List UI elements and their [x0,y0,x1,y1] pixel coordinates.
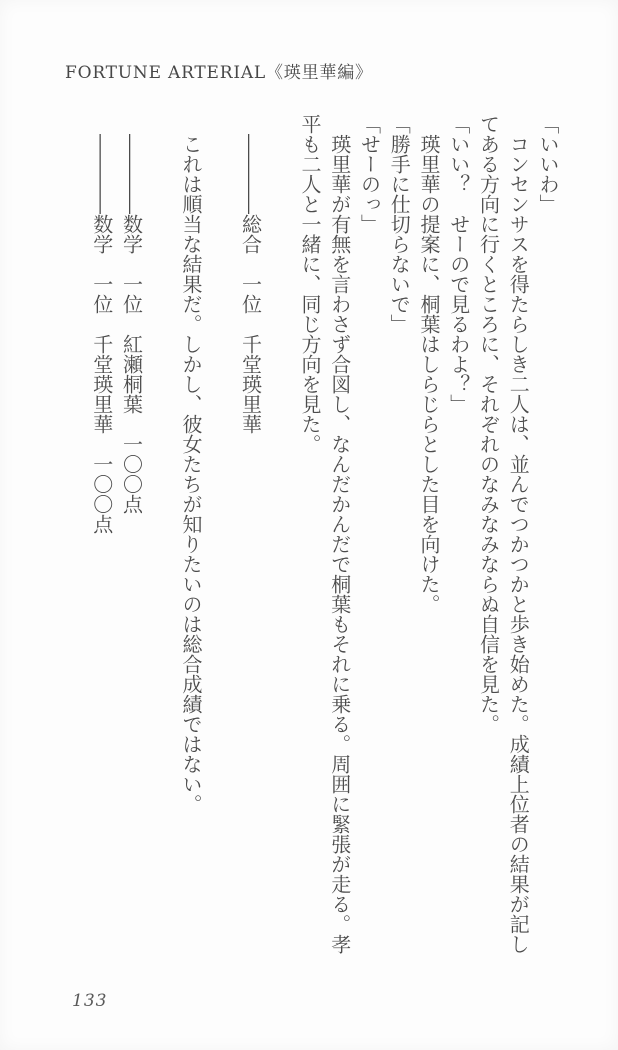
vertical-text-block [86,114,562,960]
running-head: FORTUNE ARTERIAL《瑛里華編》 [65,63,373,83]
text-line: 「いい？ せーので見るわよ？」 [446,114,471,414]
text-line: 「せーのっ」 [357,114,382,234]
blank-line [146,114,176,960]
blank-line [205,114,235,960]
result-line-math-kiriha: ――――数学 一位 紅瀬桐葉 一〇〇点 [119,114,144,514]
page-number: 133 [72,991,108,1011]
text-line: てある方向に行くところに、それぞれのなみなみならぬ自信を見た。 [476,114,501,734]
text-line: 「いいわ」 [536,114,560,214]
result-line-math-erika: ――――数学 一位 千堂瑛里華 一〇〇点 [89,114,114,534]
text-line: コンセンサスを得たらしき二人は、並んでつかつかと歩き始めた。成績上位者の結果が記し [506,114,531,954]
text-line: 瑛里華の提案に、桐葉はしらじらとした目を向けた。 [417,114,441,614]
blank-line [265,114,295,960]
text-line: これは順当な結果だ。しかし、彼女たちが知りたいのは総合成績ではない。 [179,114,203,814]
text-line: 平も二人と一緒に、同じ方向を見た。 [298,114,322,454]
text-line: 「勝手に仕切らないで」 [387,114,412,334]
result-line-overall: ――――総合 一位 千堂瑛里華 [238,114,263,434]
text-line: 瑛里華が有無を言わさず合図し、なんだかんだで桐葉もそれに乗る。周囲に緊張が走る。孝 [327,114,352,954]
